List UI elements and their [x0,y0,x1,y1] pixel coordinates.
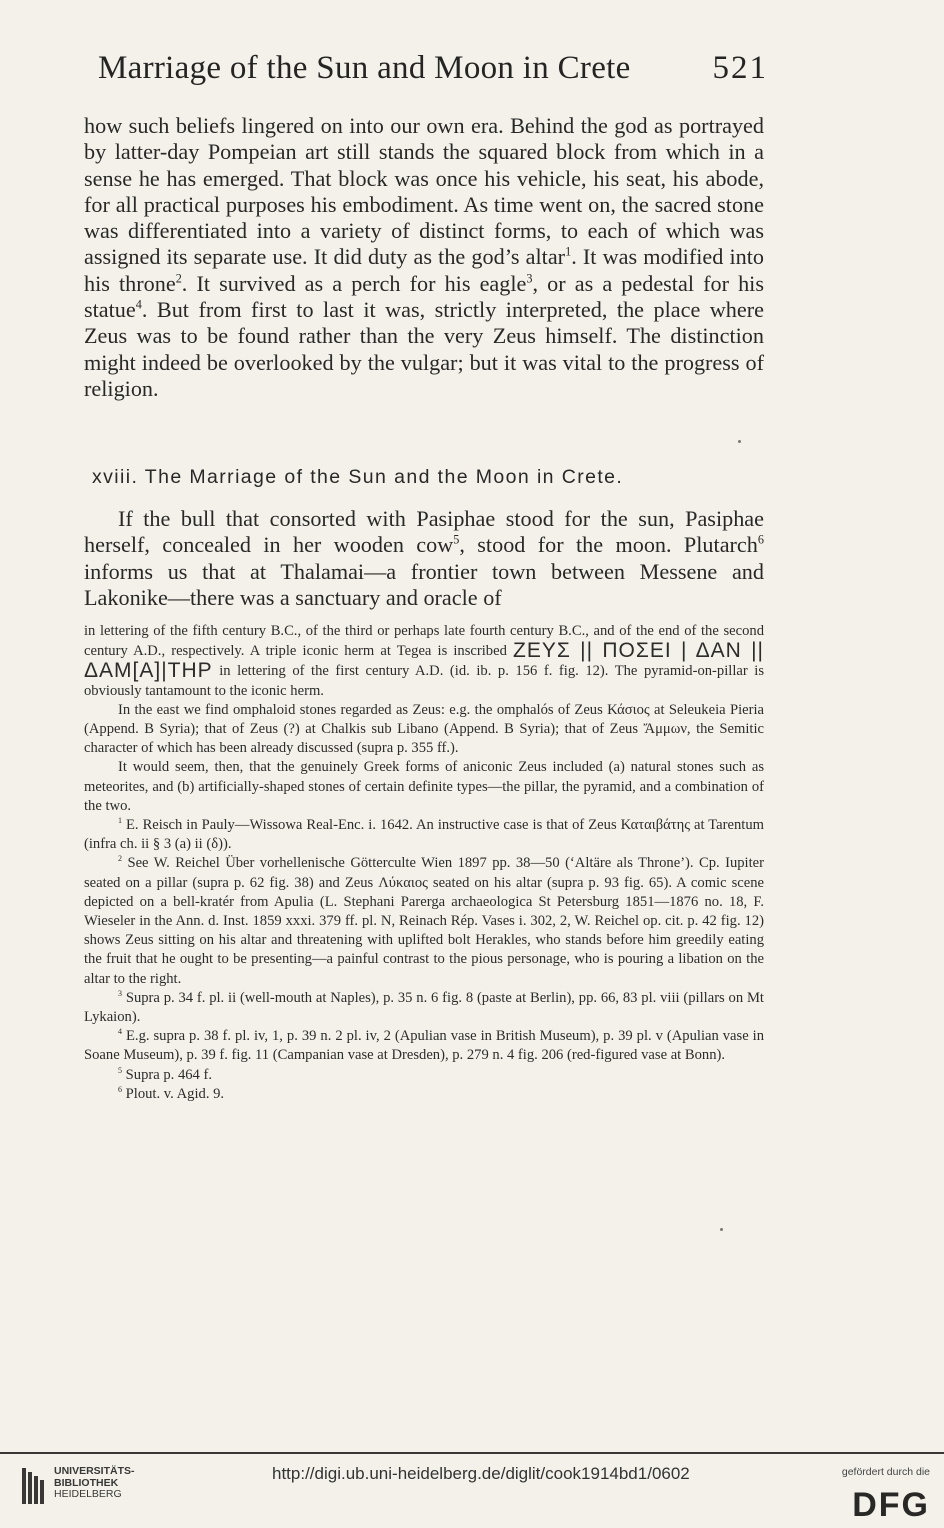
section-heading: xviii. The Marriage of the Sun and the Moon in Crete. [92,466,624,488]
paper-speck [720,1228,723,1231]
note-paragraph-aniconic: It would seem, then, that the genuinely Greek forms of aniconic Zeus included (a) natural stones such as meteorites, and (b) artificially-shaped stones of certain definite types—the pillar, the pyramid, and a combination of the two. [84,759,764,814]
paragraph-text: . But from first to last it was, strictly interpreted, the place where Zeus was to be found rather than the very Zeus himself. The distinction might indeed be overlooked by the vulgar; but it was vital to the progress of religion. [84,297,764,401]
footnote-ref: 3 [526,271,533,286]
paper-speck [738,440,741,443]
paragraph-text: , stood for the moon. Plutarch [459,532,758,558]
greek-inscription: ΖΕΥΣ || ΠΟΣΕΙ | ΔΑΝ || ΔΑΜ[Α]|ΤΗΡ [84,639,764,683]
footer-bar [0,1452,944,1528]
paragraph-text: . It was modified into his throne [84,244,764,296]
dfg-logo: DFG [852,1486,930,1524]
footnote-ref: 6 [757,532,764,547]
footnote-2: $^2$ See W. Reichel Über vorhellenische Götterculte Wien 1897 pp. 38—50 (‘Altäre als Throne’). Cp. Iupiter seated on a pillar (supra p. 62 fig. 38) and Zeus Λύκαιος seated on his altar (supra p. 93 fig. 65). A comic scene depicted on a bell-kratér from Apulia (L. Stephani Parerga archaeologica St Petersburg 1851—1876 no. 18, F. Wieseler in the Ann. d. Inst. 1859 xxxi. 379 ff. pl. N, Reinach Rép. Vases i. 302, 2, W. Reichel op. cit. p. 42 fig. 12) shows Zeus sitting on his altar and threatening with uplifted bolt Herakles, who stands before him greedily eating the fruit that he ought to be presenting—a painful contrast to the pious personage, who is pouring a libation on the altar to the right. [84,854,765,987]
footnote-ref: 1 [565,245,572,260]
running-title: Marriage of the Sun and Moon in Crete [98,50,631,86]
main-text-paragraph-2 [84,506,764,611]
footnote-ref: 4 [135,297,142,312]
footnote-4: $^4$ E.g. supra p. 38 f. pl. iv, 1, p. 39 n. 2 pl. iv, 2 (Apulian vase in British Museum), p. 39 pl. v (Apulian vase in Soane Museum), p. 39 f. fig. 11 (Campanian vase at Dresden), p. 279 n. 4 fig. 206 (red-figured vase at Bonn). [84,1027,764,1064]
footnote-ref: 2 [175,271,182,286]
running-header [98,50,768,98]
paragraph-text: . It survived as a perch for his eagle [181,270,527,296]
main-text-paragraph-1 [84,113,764,402]
library-logo-icon [20,1466,46,1506]
footnote-1: $^1$ E. Reisch in Pauly—Wissowa Real-Enc. i. 1642. An instructive case is that of Zeus Καταιβάτης at Tarentum (infra ch. ii § 3 (a) ii (δ)). [84,816,764,853]
note-continuation: in lettering of the fifth century B.C., of the third or perhaps late fourth century B.C., and of the end of the second century A.D., respectively. A triple iconic herm at Tegea is inscribed ΖΕΥΣ || ΠΟΣΕΙ | ΔΑΝ || ΔΑΜ[Α]|ΤΗΡ in lettering of the first century A.D. (id. ib. p. 156 f. fig. 12). The pyramid-on-pillar is obviously tantamount to the iconic herm. [84,623,764,699]
note-paragraph-omphaloid: In the east we find omphaloid stones regarded as Zeus: e.g. the omphalós of Zeus Κάσιος at Seleukeia Pieria (Append. B Syria); that of Zeus (?) at Chalkis sub Libano (Append. B Syria); that of Zeus Ἄμμων, the Semitic character of which has been already discussed (supra p. 355 ff.). [84,701,764,757]
footnote-5: $^5$ Supra p. 464 f. [118,1065,213,1083]
footnote-6: $^6$ Plout. v. Agid. 9. [118,1085,225,1102]
footnote-ref: 5 [453,532,460,547]
footnote-3: $^3$ Supra p. 34 f. pl. ii (well-mouth at Naples), p. 35 n. 6 fig. 8 (paste at Berlin), pp. 66, 83 pl. viii (pillars on Mt Lykaion). [84,989,764,1026]
footnotes-block [84,622,764,1104]
page-number: 521 [712,50,768,86]
library-name: UNIVERSITÄTS- BIBLIOTHEK HEIDELBERG [54,1465,135,1500]
funded-by-label: gefördert durch die [841,1466,930,1478]
permalink[interactable]: http://digi.ub.uni-heidelberg.de/diglit/cook1914bd1/0602 [272,1464,690,1483]
paragraph-text: how such beliefs lingered on into our own era. Behind the god as portrayed by latter-day Pompeian art still stands the squared block from which in a sense he has emerged. That block was once his vehicle, his seat, his abode, for all practical purposes his embodiment. As time went on, the sacred stone was differentiated into a variety of distinct forms, to each of which was assigned its separate use. It did duty as the god’s altar [84,113,764,270]
paragraph-text: , or as a pedestal for his statue [84,270,764,323]
paragraph-text: informs us that at Thalamai—a frontier town between Messene and Lakonike—there was a sanctuary and oracle of [84,558,764,610]
paragraph-text: If the bull that consorted with Pasiphae stood for the sun, Pasiphae herself, concealed in her wooden cow [84,506,764,558]
